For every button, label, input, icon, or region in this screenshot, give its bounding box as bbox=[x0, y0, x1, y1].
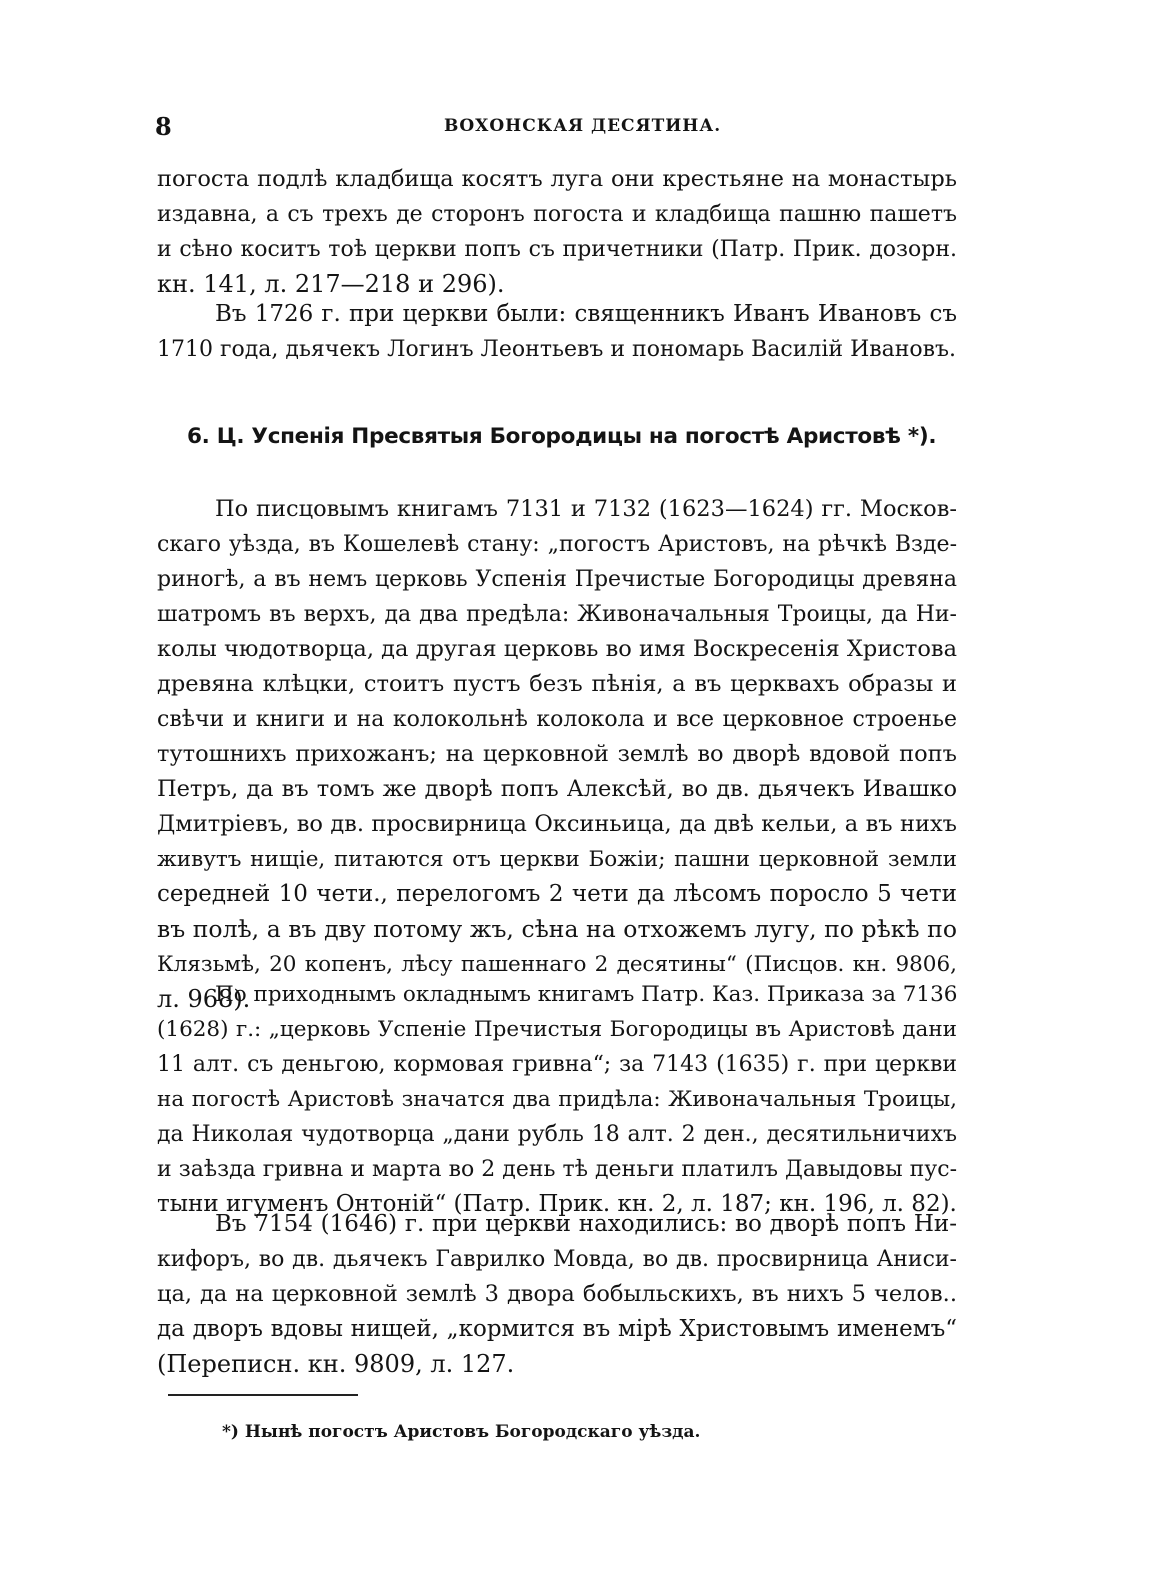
text-line: Въ 1726 г. при церкви были: священникъ Иванъ Ивановъ съ bbox=[215, 301, 957, 327]
running-title: ВОХОНСКАЯ ДЕСЯТИНА. bbox=[444, 116, 722, 136]
paragraph-income-books bbox=[157, 977, 957, 1222]
text-line: древяна клѣцки, стоитъ пустъ безъ пѣнія, а въ церквахъ образы и bbox=[157, 671, 957, 697]
text-line: колы чюдотворца, да другая церковь во имя Воскресенія Христова bbox=[157, 636, 957, 662]
text-line: свѣчи и книги и на колокольнѣ колокола и все церковное строенье bbox=[157, 707, 957, 732]
text-line: скаго уѣзда, въ Кошелевѣ стану: „погостъ Аристовъ, на рѣчкѣ Вздe- bbox=[157, 532, 957, 557]
paragraph-continuation bbox=[157, 162, 957, 302]
text-line: По приходнымъ окладнымъ книгамъ Патр. Каз. Приказа за 7136 bbox=[215, 982, 958, 1007]
paragraph-7154 bbox=[157, 1207, 957, 1382]
text-line: (Переписн. кн. 9809, л. 127. bbox=[157, 1350, 515, 1378]
text-line: л. 968). bbox=[157, 985, 251, 1013]
text-line: По писцовымъ книгамъ 7131 и 7132 (1623—1624) гг. Москов- bbox=[215, 496, 957, 522]
text-line: и заѣзда гривна и марта во 2 день тѣ деньги платилъ Давыдовы пус- bbox=[157, 1157, 957, 1182]
text-line: да дворъ вдовы нищей, „кормится въ мірѣ Христовымъ именемъ“ bbox=[157, 1316, 957, 1342]
footnote: *) Нынѣ погостъ Аристовъ Богородскаго уѣзда. bbox=[222, 1422, 701, 1442]
text-line: на погостѣ Аристовѣ значатся два придѣла: Живоначальныя Троицы, bbox=[157, 1087, 957, 1112]
text-line: погоста подлѣ кладбища косятъ луга они крестьяне на монастырь bbox=[157, 166, 957, 192]
text-line: Дмитріевъ, во дв. просвирница Оксиньица, да двѣ кельи, а въ нихъ bbox=[157, 811, 957, 837]
text-line: (1628) г.: „церковь Успеніе Пречистыя Богородицы въ Аристовѣ дани bbox=[157, 1017, 957, 1042]
text-line: Клязьмѣ, 20 копенъ, лѣсу пашеннаго 2 десятины“ (Писцов. кн. 9806, bbox=[157, 952, 957, 977]
text-line: тутошнихъ прихожанъ; на церковной землѣ во дворѣ вдовой попъ bbox=[157, 741, 957, 767]
text-line: кн. 141, л. 217—218 и 296). bbox=[157, 270, 505, 298]
page-number: 8 bbox=[155, 112, 172, 141]
text-line: и сѣно коситъ тоѣ церкви попъ съ причетники (Патр. Прик. дозорн. bbox=[157, 237, 957, 262]
text-line: шатромъ въ верхъ, да два предѣла: Живоначальныя Троицы, да Ни- bbox=[157, 602, 957, 627]
paragraph-1726 bbox=[157, 297, 957, 367]
text-line: въ полѣ, а въ дву потому жъ, сѣна на отхожемъ лугу, по рѣкѣ по bbox=[157, 915, 957, 943]
text-line: Петръ, да въ томъ же дворѣ попъ Алексѣй, во дв. дьячекъ Ивашко bbox=[157, 776, 957, 802]
text-line: 11 алт. съ деньгою, кормовая гривна“; за 7143 (1635) г. при церкви bbox=[157, 1052, 957, 1077]
text-line: риногѣ, а въ немъ церковь Успенія Пречистые Богородицы древяна bbox=[157, 567, 957, 592]
text-line: 1710 года, дьячекъ Логинъ Леонтьевъ и пономарь Василій Ивановъ. bbox=[157, 337, 957, 362]
text-line: ца, да на церковной землѣ 3 двора бобыльскихъ, въ нихъ 5 челов.. bbox=[157, 1281, 957, 1307]
footnote-divider bbox=[168, 1394, 358, 1396]
paragraph-scribe-books bbox=[157, 492, 957, 1017]
text-line: Въ 7154 (1646) г. при церкви находились: во дворѣ попъ Ни- bbox=[215, 1211, 957, 1237]
text-line: издавна, а съ трехъ де сторонъ погоста и кладбища пашню пашетъ bbox=[157, 202, 957, 227]
text-line: тыни игуменъ Онтоній“ (Патр. Прик. кн. 2, л. 187; кн. 196, л. 82). bbox=[157, 1191, 957, 1217]
section-heading: 6. Ц. Успенія Пресвятыя Богородицы на погостѣ Аристовѣ *). bbox=[187, 424, 937, 449]
text-line: да Николая чудотворца „дани рубль 18 алт. 2 ден., десятильничихъ bbox=[157, 1122, 957, 1147]
text-line: живутъ нищіе, питаются отъ церкви Божіи; пашни церковной земли bbox=[157, 847, 957, 872]
text-line: середней 10 чети., перелогомъ 2 чети да лѣсомъ поросло 5 чети bbox=[157, 881, 957, 907]
text-line: кифоръ, во дв. дьячекъ Гаврилко Мовда, во дв. просвирница Аниси- bbox=[157, 1247, 957, 1272]
